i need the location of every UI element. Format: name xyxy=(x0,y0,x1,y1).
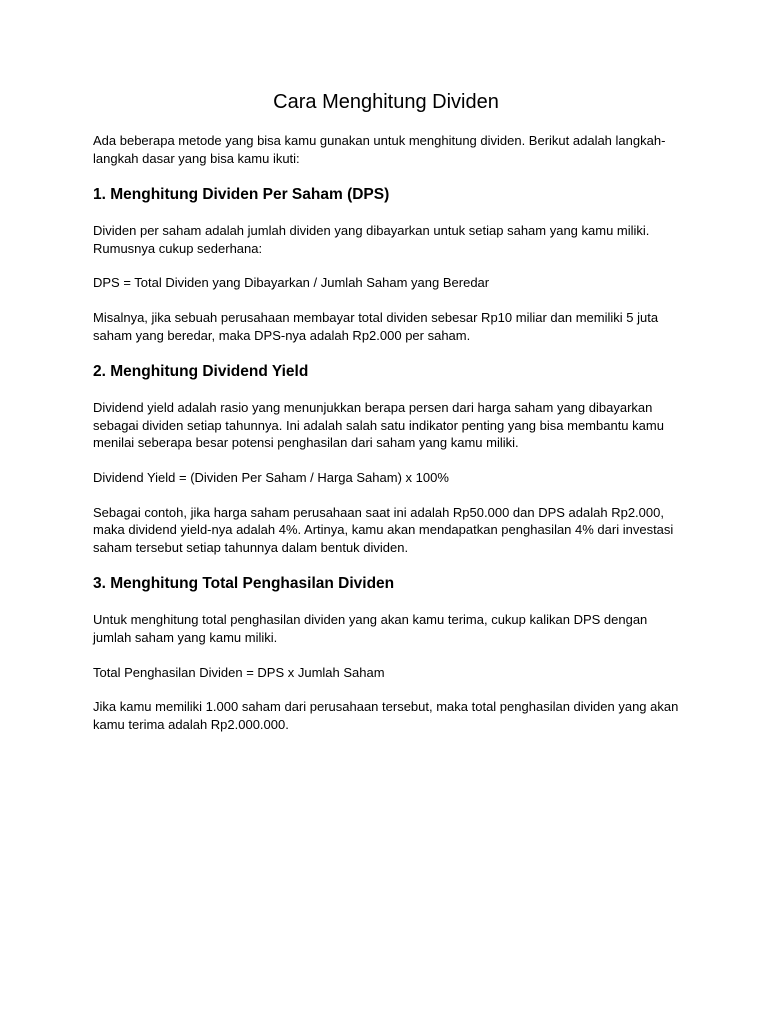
section-heading-total-income: 3. Menghitung Total Penghasilan Dividen xyxy=(93,575,395,593)
section-heading-dividend-yield: 2. Menghitung Dividend Yield xyxy=(93,363,309,381)
section-heading-dps: 1. Menghitung Dividen Per Saham (DPS) xyxy=(93,186,390,204)
formula-paragraph: DPS = Total Dividen yang Dibayarkan / Jumlah Saham yang Beredar xyxy=(93,275,490,291)
paragraph: Sebagai contoh, jika harga saham perusahaan saat ini adalah Rp50.000 dan DPS adalah Rp2.000, maka dividend yield-nya adalah 4%. Artinya, kamu akan mendapatkan penghasilan 4% dari investasi saham tersebut setiap tahunnya dalam bentuk dividen. xyxy=(93,504,674,555)
intro-paragraph: Ada beberapa metode yang bisa kamu gunakan untuk menghitung dividen. Berikut adalah langkah-langkah dasar yang bisa kamu ikuti: xyxy=(93,133,666,166)
paragraph: Dividen per saham adalah jumlah dividen yang dibayarkan untuk setiap saham yang kamu miliki. Rumusnya cukup sederhana: xyxy=(93,223,650,256)
formula-paragraph: Dividend Yield = (Dividen Per Saham / Harga Saham) x 100% xyxy=(93,469,449,485)
document-content xyxy=(93,88,679,750)
document-title: Cara Menghitung Dividen xyxy=(273,91,499,113)
formula-paragraph: Total Penghasilan Dividen = DPS x Jumlah Saham xyxy=(93,664,385,680)
paragraph: Jika kamu memiliki 1.000 saham dari perusahaan tersebut, maka total penghasilan dividen yang akan kamu terima adalah Rp2.000.000. xyxy=(93,699,679,732)
paragraph: Dividend yield adalah rasio yang menunjukkan berapa persen dari harga saham yang dibayarkan sebagai dividen setiap tahunnya. Ini adalah salah satu indikator penting yang bisa membantu kamu menilai seberapa besar potensi penghasilan dari saham yang kamu miliki. xyxy=(93,400,664,451)
paragraph: Untuk menghitung total penghasilan dividen yang akan kamu terima, cukup kalikan DPS dengan jumlah saham yang kamu miliki. xyxy=(93,612,648,645)
paragraph: Misalnya, jika sebuah perusahaan membayar total dividen sebesar Rp10 miliar dan memiliki 5 juta saham yang beredar, maka DPS-nya adalah Rp2.000 per saham. xyxy=(93,309,659,343)
